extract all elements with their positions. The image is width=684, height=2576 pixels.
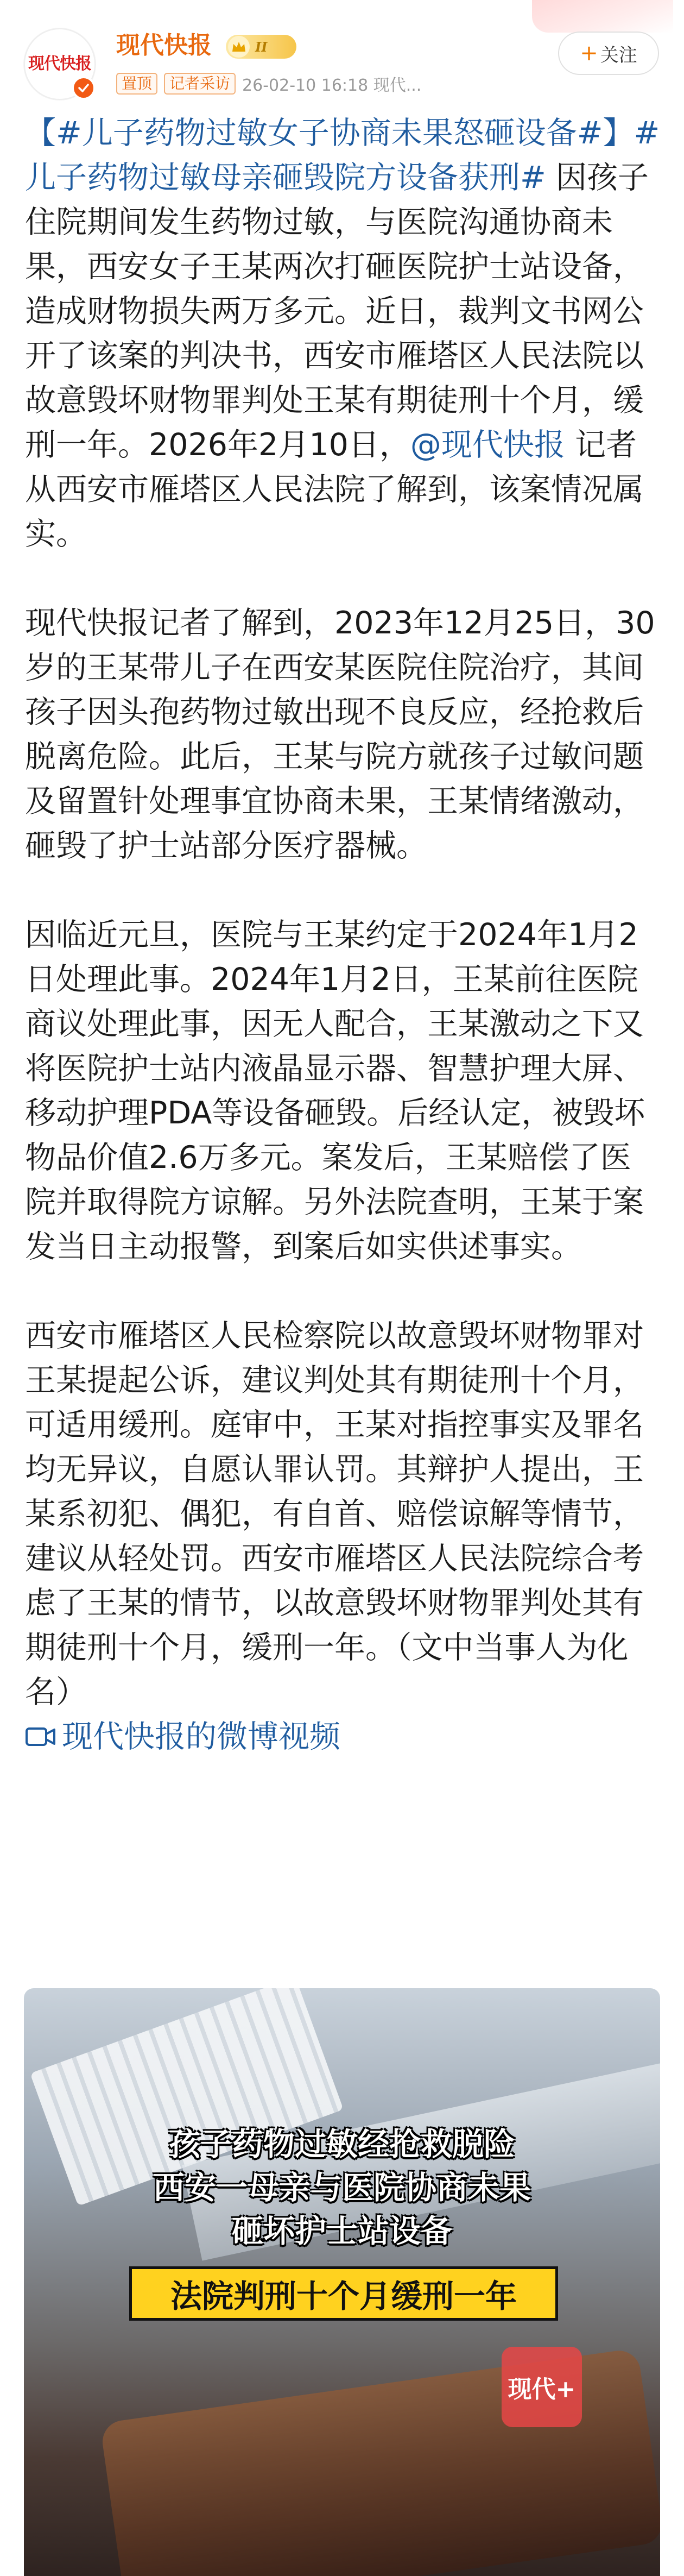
paragraph-2: 现代快报记者了解到，2023年12月25日，30岁的王某带儿子在西安某医院住院治疗，其间孩子因头孢药物过敏出现不良反应，经抢救后脱离危险。此后，王某与院方就孩子过敏问题及留置针处理事宜协商未果，王某情绪激动，砸毁了护士站部分医疗器械。 xyxy=(25,605,655,864)
video-watermark-logo: 现代+ xyxy=(502,2347,582,2427)
paragraph-1 xyxy=(25,111,660,556)
post-content xyxy=(25,111,660,1759)
hashtag-links[interactable]: 【#儿子药物过敏女子协商未果怒砸设备#】#儿子药物过敏母亲砸毁院方设备获刑# xyxy=(25,115,660,196)
decorative-ribbon xyxy=(532,0,673,33)
video-thumbnail[interactable] xyxy=(24,1988,660,2576)
follow-button[interactable] xyxy=(558,32,659,75)
paragraph-3: 因临近元旦，医院与王某约定于2024年1月2日处理此事。2024年1月2日，王某前往医院商议处理此事，因无人配合，王某激动之下又将医院护士站内液晶显示器、智慧护理大屏、移动护理PDA等设备砸毁。后经认定，被毁坏物品价值2.6万多元。案发后，王某赔偿了医院并取得院方谅解。另外法院查明，王某于案发当日主动报警，到案后如实供述事实。 xyxy=(25,917,645,1265)
paragraph-1-text-a: 因孩子住院期间发生药物过敏，与医院沟通协商未果，西安女子王某两次打砸医院护士站设备，造成财物损失两万多元。近日，裁判文书网公开了该案的判决书，西安市雁塔区人民法院以故意毁坏财物罪判处王某有期徒刑十个月，缓刑一年。2026年2月10日， xyxy=(25,160,649,463)
video-link-label: 现代快报的微博视频 xyxy=(62,1719,340,1755)
follow-label: 关注 xyxy=(600,44,637,66)
verified-icon xyxy=(72,76,96,100)
video-caption-line-1: 孩子药物过敏经抢救脱险 xyxy=(168,2126,515,2163)
mention-link[interactable]: @现代快报 xyxy=(410,427,565,463)
user-name[interactable]: 现代快报 xyxy=(116,32,212,59)
post-time-source: 26-02-10 16:18 现代... xyxy=(242,76,422,95)
post-meta-row xyxy=(116,72,421,96)
video-caption-banner: 法院判刑十个月缓刑一年 xyxy=(129,2266,558,2321)
paragraph-1-text-b: 记者从西安市雁塔区人民法院了解到，该案情况属实。 xyxy=(25,427,644,552)
level-text: II xyxy=(255,39,268,55)
avatar-logo: 现代快报 xyxy=(28,54,91,73)
video-caption-line-3: 砸坏护士站设备 xyxy=(231,2213,452,2250)
video-source-link[interactable] xyxy=(25,1714,660,1759)
level-badge[interactable] xyxy=(226,35,296,59)
reporter-interview-tag: 记者采访 xyxy=(164,73,236,95)
video-camera-icon xyxy=(25,1724,56,1749)
post-header xyxy=(0,0,684,95)
pinned-tag: 置顶 xyxy=(116,73,157,95)
paragraph-4: 西安市雁塔区人民检察院以故意毁坏财物罪对王某提起公诉，建议判处其有期徒刑十个月，可适用缓刑。庭审中，王某对指控事实及罪名均无异议，自愿认罪认罚。其辩护人提出，王某系初犯、偶犯，有自首、赔偿谅解等情节，建议从轻处罚。西安市雁塔区人民法院综合考虑了王某的情节，以故意毁坏财物罪判处其有期徒刑十个月，缓刑一年。（文中当事人为化名） xyxy=(25,1318,644,1710)
plus-icon: + xyxy=(580,41,598,66)
video-caption-line-2: 西安一母亲与医院协商未果 xyxy=(153,2169,531,2206)
crown-icon xyxy=(228,36,250,58)
